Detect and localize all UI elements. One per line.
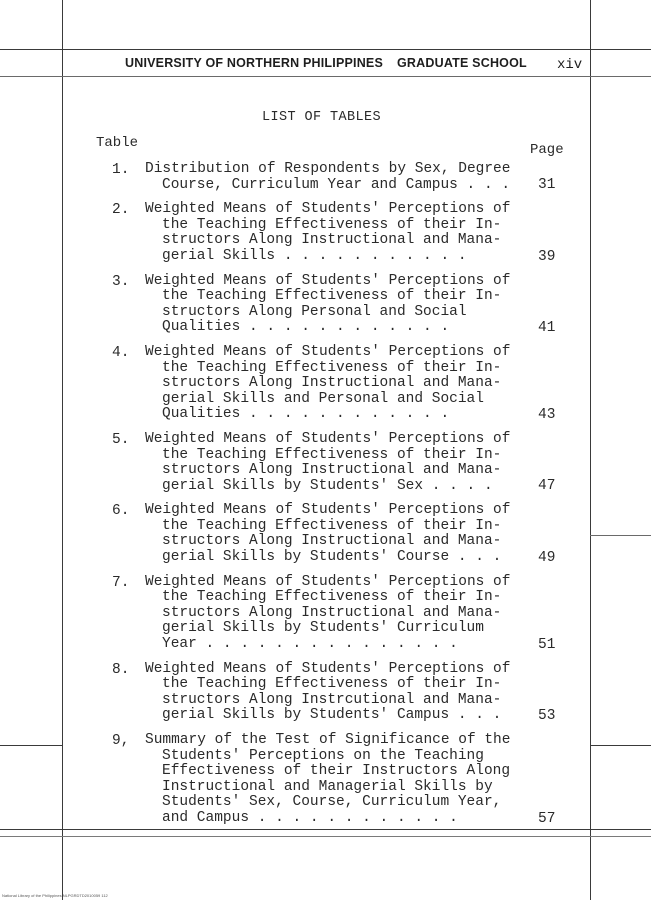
- column-header-table: Table: [96, 135, 139, 151]
- caption-line: Qualities . . . . . . . . . . . .: [162, 319, 458, 336]
- page-reference: 47: [538, 478, 556, 495]
- institution-name: UNIVERSITY OF NORTHERN PHILIPPINES: [125, 56, 383, 70]
- caption-line: Summary of the Test of Significance of the: [145, 732, 511, 748]
- list-item: [0, 274, 651, 336]
- caption-line: the Teaching Effectiveness of their In-: [162, 676, 502, 693]
- library-stamp: National Library of the Philippines NLPGRDTD2010059 112: [2, 893, 108, 898]
- table-caption: [145, 432, 515, 494]
- list-item: [0, 162, 651, 193]
- table-number: 3.: [112, 273, 130, 290]
- table-number: 7.: [112, 574, 130, 591]
- caption-line: gerial Skills by Students' Course . . .: [162, 549, 511, 566]
- scan-edge-top: [0, 49, 651, 50]
- table-number: 8.: [112, 661, 130, 678]
- table-number: 6.: [112, 503, 130, 520]
- caption-line: the Teaching Effectiveness of their In-: [162, 446, 502, 463]
- caption-line: gerial Skills by Students' Sex . . . .: [162, 477, 502, 494]
- caption-line: the Teaching Effectiveness of their In-: [162, 359, 502, 376]
- caption-line: gerial Skills . . . . . . . . . . .: [162, 247, 476, 264]
- caption-line: structors Along Instructional and Mana-: [162, 375, 502, 392]
- table-number: 4.: [112, 344, 130, 361]
- caption-line: Effectiveness of their Instructors Along: [162, 763, 511, 780]
- caption-line: gerial Skills by Students' Curriculum: [162, 620, 484, 637]
- table-caption: [145, 345, 515, 423]
- page-reference: 53: [538, 708, 556, 724]
- school-name: GRADUATE SCHOOL: [397, 56, 527, 70]
- caption-line: Weighted Means of Students' Perceptions of: [145, 660, 511, 677]
- caption-line: Weighted Means of Students' Perceptions of: [145, 201, 511, 218]
- caption-line: the Teaching Effectiveness of their In-: [162, 589, 502, 606]
- page-title: LIST OF TABLES: [262, 110, 382, 125]
- caption-line: structors Along Instructional and Mana-: [162, 604, 502, 621]
- caption-line: structors Along Instructional and Mana-: [162, 533, 502, 550]
- table-caption: [145, 202, 515, 264]
- scan-edge-bottom-inner: [0, 836, 651, 837]
- table-number: 5.: [112, 431, 130, 448]
- list-item: [0, 575, 651, 653]
- caption-line: Weighted Means of Students' Perceptions of: [145, 343, 511, 360]
- page-reference: 43: [538, 406, 556, 423]
- caption-line: the Teaching Effectiveness of their In-: [162, 517, 502, 534]
- caption-line: and Campus . . . . . . . . . . . .: [162, 809, 467, 826]
- table-caption: [145, 161, 519, 193]
- caption-line: Year . . . . . . . . . . . . . . .: [162, 636, 467, 653]
- caption-line: structors Along Instructional and Mana-: [162, 232, 502, 249]
- column-header-page: Page: [530, 142, 564, 158]
- caption-line: Weighted Means of Students' Perceptions of: [145, 502, 511, 519]
- table-caption: [145, 575, 515, 653]
- caption-line: gerial Skills and Personal and Social: [162, 390, 484, 407]
- table-caption: [145, 274, 515, 336]
- page-reference: 31: [538, 177, 556, 194]
- page-reference: 39: [538, 248, 556, 265]
- caption-line: gerial Skills by Students' Campus . . .: [162, 707, 511, 724]
- page-reference: 57: [538, 810, 556, 827]
- table-number: 2.: [112, 202, 130, 219]
- list-item: [0, 202, 651, 264]
- page-header: [125, 56, 527, 70]
- table-caption: [145, 503, 515, 565]
- caption-line: structors Along Instrcutional and Mana-: [162, 691, 502, 708]
- caption-line: Weighted Means of Students' Perceptions of: [145, 272, 511, 289]
- caption-line: structors Along Instructional and Mana-: [162, 462, 502, 479]
- table-list: [0, 162, 651, 836]
- caption-line: Weighted Means of Students' Perceptions of: [145, 430, 511, 447]
- caption-line: Weighted Means of Students' Perceptions of: [145, 573, 511, 590]
- table-caption: [145, 662, 515, 724]
- page-reference: 41: [538, 319, 556, 336]
- table-number: 9,: [112, 733, 130, 749]
- header-rule: [0, 76, 651, 77]
- page-reference: 49: [538, 549, 556, 566]
- table-number: 1.: [112, 162, 130, 178]
- list-item: [0, 503, 651, 565]
- list-item: [0, 345, 651, 423]
- list-item: [0, 733, 651, 827]
- caption-line: Distribution of Respondents by Sex, Degree: [145, 161, 511, 177]
- caption-line: Students' Perceptions on the Teaching: [162, 747, 484, 764]
- page-reference: 51: [538, 636, 556, 653]
- caption-line: Students' Sex, Course, Curriculum Year,: [162, 794, 502, 811]
- list-item: [0, 432, 651, 494]
- caption-line: Instructional and Managerial Skills by: [162, 778, 493, 795]
- table-caption: [145, 733, 515, 827]
- caption-line: structors Along Personal and Social: [162, 303, 467, 320]
- caption-line: the Teaching Effectiveness of their In-: [162, 288, 502, 305]
- roman-page-number: xiv: [557, 57, 583, 73]
- caption-line: Course, Curriculum Year and Campus . . .: [162, 176, 519, 193]
- caption-line: Qualities . . . . . . . . . . . .: [162, 406, 458, 423]
- list-item: [0, 662, 651, 724]
- caption-line: the Teaching Effectiveness of their In-: [162, 216, 502, 233]
